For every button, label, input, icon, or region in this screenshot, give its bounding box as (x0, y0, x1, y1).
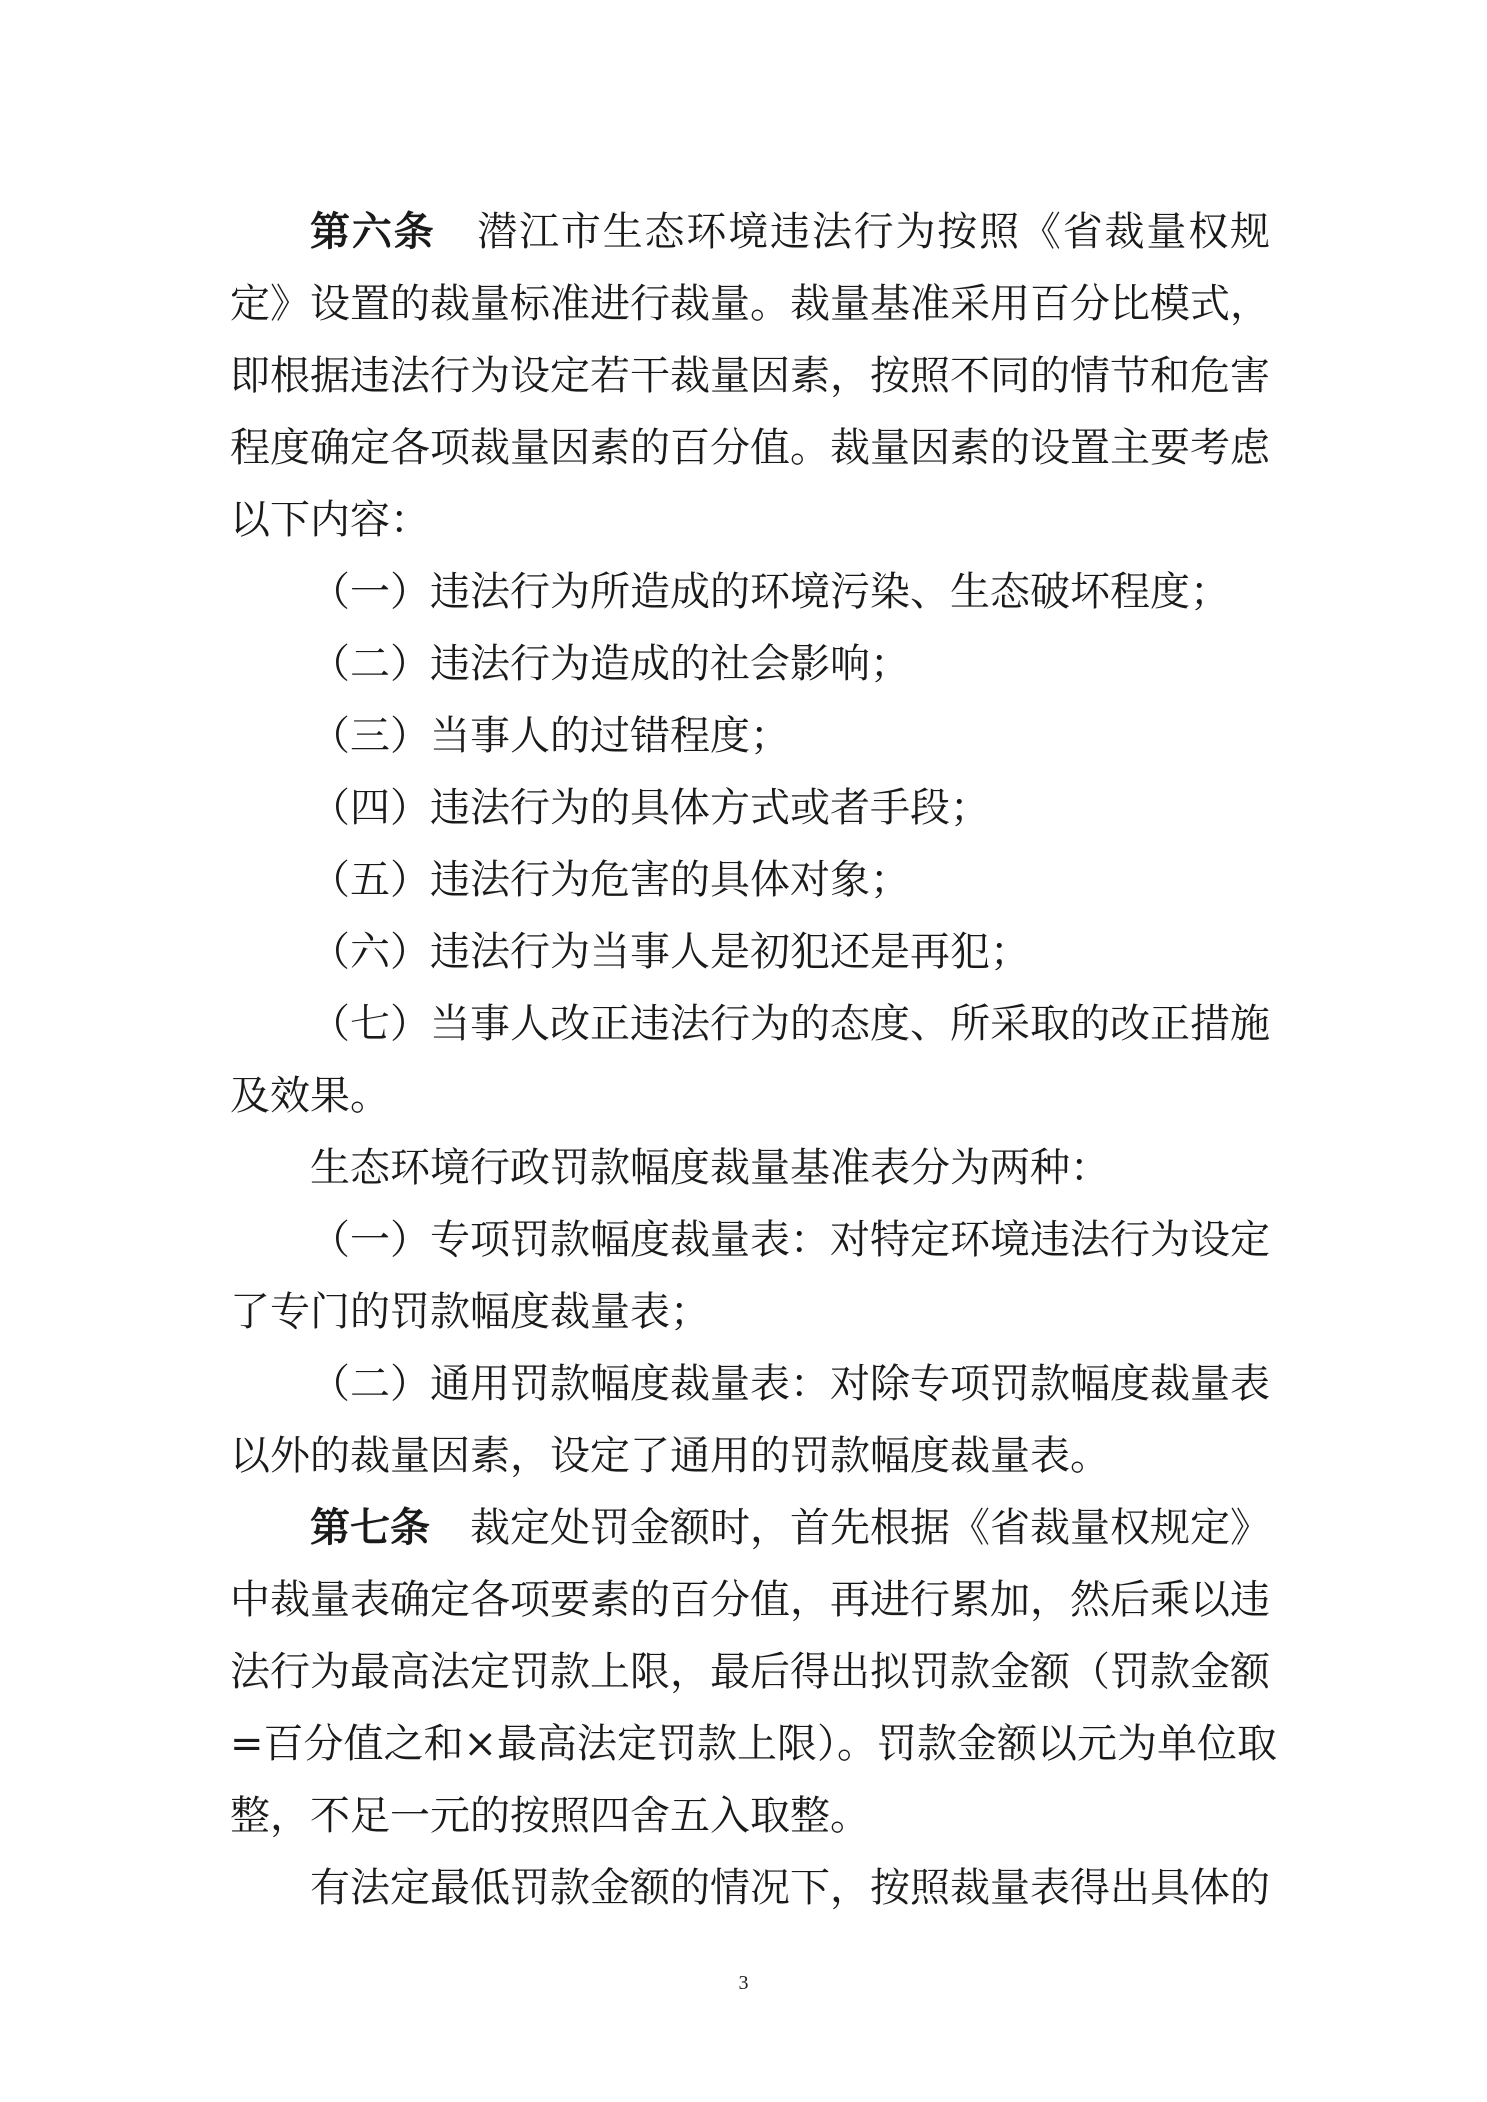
list-item: （四）违法行为的具体方式或者手段； (310, 785, 990, 831)
text-line: 以外的裁量因素，设定了通用的罚款幅度裁量表。 (230, 1433, 1110, 1479)
text-line: 生态环境行政罚款幅度裁量基准表分为两种： (310, 1145, 1110, 1191)
text-line: 整，不足一元的按照四舍五入取整。 (230, 1793, 870, 1839)
text-line: 以下内容： (230, 497, 430, 543)
article-heading: 第七条 (310, 1505, 430, 1551)
text-line: 了专门的罚款幅度裁量表； (230, 1289, 710, 1335)
text-line: 即根据违法行为设定若干裁量因素，按照不同的情节和危害 (230, 353, 1270, 399)
list-item: （二）通用罚款幅度裁量表：对除专项罚款幅度裁量表 (310, 1361, 1270, 1407)
list-item: （一）违法行为所造成的环境污染、生态破坏程度； (310, 569, 1230, 615)
list-item: （三）当事人的过错程度； (310, 713, 790, 759)
text-line: 中裁量表确定各项要素的百分值，再进行累加，然后乘以违 (230, 1577, 1270, 1623)
list-item: （六）违法行为当事人是初犯还是再犯； (310, 929, 1030, 975)
article-heading: 第六条 (310, 209, 436, 255)
text-line: 定》设置的裁量标准进行裁量。裁量基准采用百分比模式， (230, 281, 1270, 327)
text-line: 及效果。 (230, 1073, 390, 1119)
list-item: （七）当事人改正违法行为的态度、所采取的改正措施 (310, 1001, 1270, 1047)
page-number: 3 (738, 1972, 749, 1994)
text-line (230, 196, 1270, 268)
text-run: 裁定处罚金额时，首先根据《省裁量权规定》 (430, 1505, 1270, 1551)
text-line: 有法定最低罚款金额的情况下，按照裁量表得出具体的 (310, 1865, 1270, 1911)
text-line: 程度确定各项裁量因素的百分值。裁量因素的设置主要考虑 (230, 425, 1270, 471)
text-line: 法行为最高法定罚款上限，最后得出拟罚款金额（罚款金额 (230, 1649, 1270, 1695)
list-item: （五）违法行为危害的具体对象； (310, 857, 910, 903)
text-run: 潜江市生态环境违法行为按照《省裁量权规 (435, 209, 1271, 255)
text-line (230, 1492, 1270, 1564)
text-line: =百分值之和×最高法定罚款上限）。罚款金额以元为单位取 (230, 1721, 1278, 1767)
list-item: （二）违法行为造成的社会影响； (310, 641, 910, 687)
list-item: （一）专项罚款幅度裁量表：对特定环境违法行为设定 (310, 1217, 1270, 1263)
